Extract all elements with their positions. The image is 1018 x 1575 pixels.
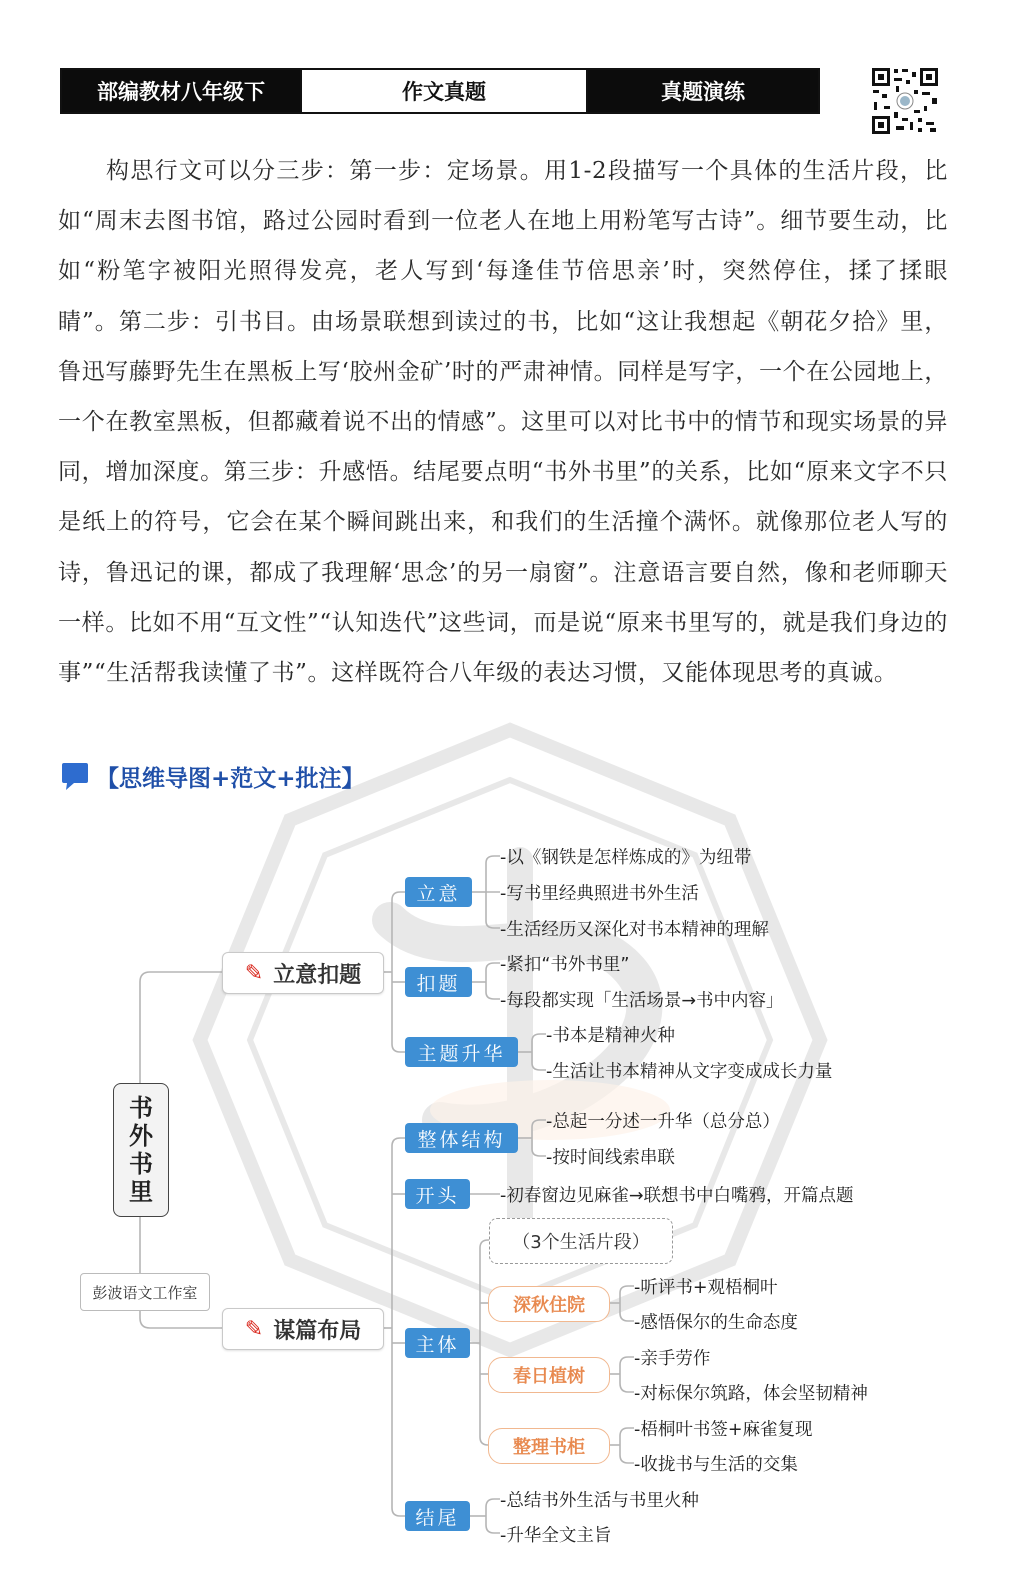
node-theme-label: 立意扣题 [273, 962, 362, 988]
node-bookcase: 整理书柜 [488, 1428, 610, 1464]
node-topic: 扣题 [405, 967, 472, 997]
leaf: -总结书外生活与书里火种 [500, 1491, 699, 1511]
root-char: 外 [129, 1122, 153, 1150]
node-intent: 立意 [405, 877, 472, 907]
leaf: -升华全文主旨 [500, 1526, 612, 1546]
leaf: -生活让书本精神从文字变成成长力量 [546, 1062, 833, 1082]
leaf: -听评书+观梧桐叶 [634, 1278, 778, 1298]
root-char: 书 [129, 1150, 153, 1178]
node-spring: 春日植树 [488, 1357, 610, 1393]
header-practice: 真题演练 [588, 70, 818, 112]
node-structure [222, 1308, 384, 1350]
leaf: -书本是精神火种 [546, 1026, 675, 1046]
leaf: -亲手劳作 [634, 1349, 711, 1369]
pencil-icon: ✎ [244, 1316, 264, 1342]
node-ending: 结尾 [405, 1501, 470, 1531]
node-autumn: 深秋住院 [488, 1286, 610, 1322]
leaf: -每段都实现「生活场景→书中内容」 [500, 991, 784, 1011]
body-paragraph: 构思行文可以分三步：第一步：定场景。用1-2段描写一个具体的生活片段，比如“周末去图书馆，路过公园时看到一位老人在地上用粉笔写古诗”。细节要生动，比如“粉笔字被阳光照得发亮，老人写到‘每逢佳节倍思亲’时，突然停住，揉了揉眼睛”。第二步：引书目。由场景联想到读过的书，比如“这让我想起《朝花夕拾》里，鲁迅写藤野先生在黑板上写‘胶州金矿’时的严肃神情。同样是写字，一个在公园地上，一个在教室黑板，但都藏着说不出的情感”。这里可以对比书中的情节和现实场景的异同，增加深度。第三步：升感悟。结尾要点明“书外书里”的关系，比如“原来文字不只是纸上的符号，它会在某个瞬间跳出来，和我们的生活撞个满怀。就像那位老人写的诗，鲁迅记的课，都成了我理解‘思念’的另一扇窗”。注意语言要自然，像和老师聊天一样。比如不用“互文性”“认知迭代”这些词，而是说“原来书里写的，就是我们身边的事”“生活帮我读懂了书”。这样既符合八年级的表达习惯，又能体现思考的真诚。 [58, 158, 948, 687]
leaf: -生活经历又深化对书本精神的理解 [500, 920, 769, 940]
node-opening: 开头 [405, 1179, 470, 1209]
root-char: 书 [129, 1094, 153, 1122]
studio-label: 彭波语文工作室 [80, 1273, 210, 1311]
header-topic: 作文真题 [300, 70, 588, 112]
leaf: -对标保尔筑路，体会坚韧精神 [634, 1384, 868, 1404]
header-grade: 部编教材八年级下 [62, 70, 300, 112]
root-char: 里 [129, 1178, 153, 1206]
leaf: -以《钢铁是怎样炼成的》为纽带 [500, 848, 752, 868]
leaf: -紧扣“书外书里” [500, 955, 630, 975]
leaf: -总起一分述一升华（总分总） [546, 1112, 780, 1132]
leaf: -感悟保尔的生命态度 [634, 1313, 798, 1333]
node-body: 主体 [405, 1328, 470, 1358]
leaf: -按时间线索串联 [546, 1148, 675, 1168]
mindmap-root [113, 1083, 169, 1217]
leaf: -写书里经典照进书外生活 [500, 884, 699, 904]
node-theme [222, 952, 384, 994]
leaf: -梧桐叶书签+麻雀复现 [634, 1420, 813, 1440]
node-structure-label: 谋篇布局 [273, 1318, 362, 1344]
body-note: （3个生活片段） [489, 1218, 673, 1264]
leaf: -收拢书与生活的交集 [634, 1455, 798, 1475]
leaf: -初春窗边见麻雀→联想书中白嘴鸦，开篇点题 [500, 1186, 854, 1206]
pencil-icon: ✎ [244, 960, 264, 986]
node-overall: 整体结构 [405, 1123, 518, 1153]
section-title: 【思维导图+范文+批注】 [96, 766, 365, 792]
node-sublimation: 主题升华 [405, 1037, 518, 1067]
